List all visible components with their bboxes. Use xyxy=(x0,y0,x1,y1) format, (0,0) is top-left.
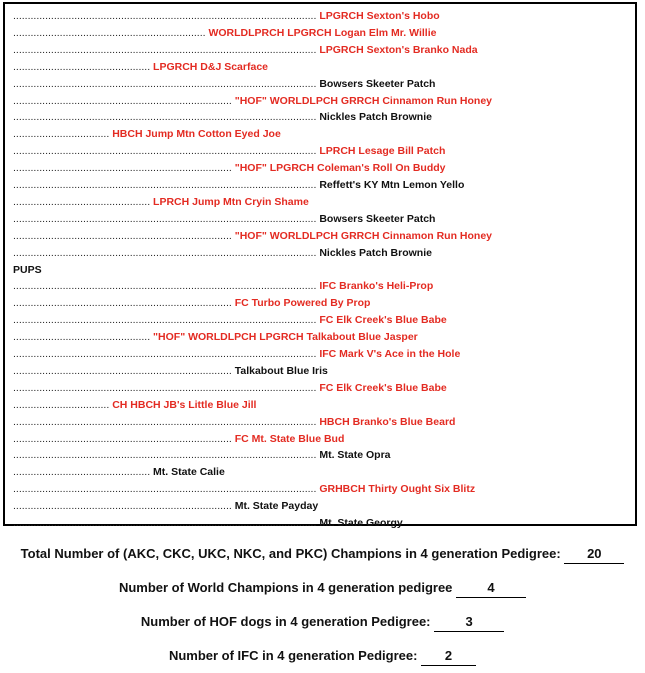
pedigree-row xyxy=(13,177,464,193)
leader-dots: ........................................................................................................ xyxy=(13,212,317,225)
leader-dots: ................................. xyxy=(13,128,110,141)
dog-name: IFC Branko's Heli-Prop xyxy=(319,280,434,293)
pedigree-row xyxy=(13,414,455,430)
dog-name: WORLDLPRCH LPGRCH Logan Elm Mr. Willie xyxy=(208,26,437,39)
leader-dots: ........................................................................... xyxy=(13,229,232,242)
summary-world-champions xyxy=(0,579,645,598)
leader-dots: ........................................................................................................ xyxy=(13,280,317,293)
dog-name: HBCH Branko's Blue Beard xyxy=(319,415,456,428)
dog-name: HBCH Jump Mtn Cotton Eyed Joe xyxy=(112,128,281,141)
dog-name: CH HBCH JB's Little Blue Jill xyxy=(112,398,257,411)
leader-dots: ........................................................................................................ xyxy=(13,517,317,529)
dog-name: LPRCH Jump Mtn Cryin Shame xyxy=(153,195,309,208)
dog-name: Bowsers Skeeter Patch xyxy=(319,77,436,90)
pedigree-row xyxy=(13,278,433,294)
dog-name: "HOF" WORLDLPCH GRRCH Cinnamon Run Honey xyxy=(234,229,492,242)
dog-name: Mt. State Payday xyxy=(234,500,319,513)
summary-world-value: 4 xyxy=(456,579,526,598)
pedigree-row xyxy=(13,93,492,109)
pedigree-row xyxy=(13,245,432,261)
dog-name: "HOF" LPGRCH Coleman's Roll On Buddy xyxy=(234,162,446,175)
summary-hof-value: 3 xyxy=(434,613,504,632)
leader-dots: ........................................................................................................ xyxy=(13,10,317,22)
leader-dots: ........................................................................................................ xyxy=(13,145,317,158)
dog-name: Reffett's KY Mtn Lemon Yello xyxy=(319,179,465,191)
summary-ifc xyxy=(0,647,645,666)
dog-name: LPGRCH Sexton's Branko Nada xyxy=(319,43,478,56)
pedigree-row xyxy=(13,431,344,447)
leader-dots: ........................................................................................................ xyxy=(13,43,317,56)
summary-world-label: Number of World Champions in 4 generation pedigree xyxy=(118,580,453,595)
dog-name: Bowsers Skeeter Patch xyxy=(319,212,436,225)
pedigree-row xyxy=(13,346,460,362)
leader-dots: ............................................... xyxy=(13,195,151,208)
leader-dots: ........................................................................................................ xyxy=(13,314,317,327)
pedigree-row xyxy=(13,498,318,514)
leader-dots: ........................................................................................................ xyxy=(13,415,317,428)
leader-dots: ........................................................................... xyxy=(13,500,232,513)
dog-name: LPGRCH Sexton's Hobo xyxy=(319,10,440,22)
pedigree-row xyxy=(13,447,391,463)
leader-dots: ........................................................................... xyxy=(13,364,232,377)
pups-label: PUPS xyxy=(13,263,42,276)
pedigree-row xyxy=(13,481,475,497)
pedigree-row xyxy=(13,194,309,210)
pedigree-row xyxy=(13,109,432,125)
dog-name: FC Elk Creek's Blue Babe xyxy=(319,381,447,394)
summary-hof-dogs xyxy=(0,613,645,632)
dog-name: "HOF" WORLDLPCH LPGRCH Talkabout Blue Jasper xyxy=(153,331,418,344)
dog-name: FC Mt. State Blue Bud xyxy=(234,432,345,445)
pedigree-row xyxy=(13,363,328,379)
leader-dots: ........................................................................................................ xyxy=(13,381,317,394)
pedigree-row xyxy=(13,76,435,92)
pedigree-row xyxy=(13,312,447,328)
pedigree-row xyxy=(13,262,42,278)
pedigree-row xyxy=(13,143,445,159)
leader-dots: ........................................................................................................ xyxy=(13,246,317,259)
dog-name: Nickles Patch Brownie xyxy=(319,246,432,259)
leader-dots: .................................................................. xyxy=(13,26,206,39)
leader-dots: ............................................... xyxy=(13,466,151,479)
leader-dots: ........................................................................................................ xyxy=(13,179,317,191)
dog-name: "HOF" WORLDLPCH GRRCH Cinnamon Run Honey xyxy=(234,94,492,107)
pedigree-box xyxy=(3,2,637,529)
leader-dots: ............................................... xyxy=(13,331,151,344)
pedigree-row xyxy=(13,228,492,244)
dog-name: GRHBCH Thirty Ought Six Blitz xyxy=(319,483,476,496)
pedigree-row xyxy=(13,42,478,58)
leader-dots: ........................................................................................................ xyxy=(13,111,317,124)
pedigree-row xyxy=(13,211,435,227)
leader-dots: ........................................................................... xyxy=(13,94,232,107)
pedigree-row xyxy=(13,464,225,480)
summary-total-value: 20 xyxy=(564,545,624,564)
pedigree-row xyxy=(13,515,403,531)
dog-name: Mt. State Georgy xyxy=(319,517,403,529)
summary-ifc-label: Number of IFC in 4 generation Pedigree: xyxy=(168,648,418,663)
dog-name: Nickles Patch Brownie xyxy=(319,111,432,124)
dog-name: Mt. State Calie xyxy=(153,466,225,479)
dog-name: LPGRCH D&J Scarface xyxy=(153,60,269,73)
leader-dots: ........................................................................................................ xyxy=(13,483,317,496)
pedigree-row xyxy=(13,380,447,396)
summary-hof-label: Number of HOF dogs in 4 generation Pedigree: xyxy=(140,614,431,629)
pedigree-row xyxy=(13,397,256,413)
dog-name: FC Elk Creek's Blue Babe xyxy=(319,314,447,327)
pedigree-row xyxy=(13,25,436,41)
dog-name: LPRCH Lesage Bill Patch xyxy=(319,145,446,158)
leader-dots: ........................................................................... xyxy=(13,297,232,310)
leader-dots: ........................................................................................................ xyxy=(13,77,317,90)
dog-name: Talkabout Blue Iris xyxy=(234,364,328,377)
summary-total-champions xyxy=(0,545,645,564)
pedigree-row xyxy=(13,59,268,75)
leader-dots: ........................................................................................................ xyxy=(13,348,317,360)
leader-dots: ........................................................................................................ xyxy=(13,449,317,462)
leader-dots: ................................. xyxy=(13,398,110,411)
leader-dots: ............................................... xyxy=(13,60,151,73)
leader-dots: ........................................................................... xyxy=(13,162,232,175)
pedigree-row xyxy=(13,329,418,345)
dog-name: IFC Mark V's Ace in the Hole xyxy=(319,348,461,360)
summary-ifc-value: 2 xyxy=(421,647,476,666)
pedigree-row xyxy=(13,160,446,176)
dog-name: Mt. State Opra xyxy=(319,449,391,462)
dog-name: FC Turbo Powered By Prop xyxy=(234,297,371,310)
leader-dots: ........................................................................... xyxy=(13,432,232,445)
pedigree-row xyxy=(13,295,370,311)
pedigree-row xyxy=(13,126,281,142)
pedigree-row xyxy=(13,8,440,24)
summary-total-label: Total Number of (AKC, CKC, UKC, NKC, and PKC) Champions in 4 generation Pedigree: xyxy=(20,546,561,561)
